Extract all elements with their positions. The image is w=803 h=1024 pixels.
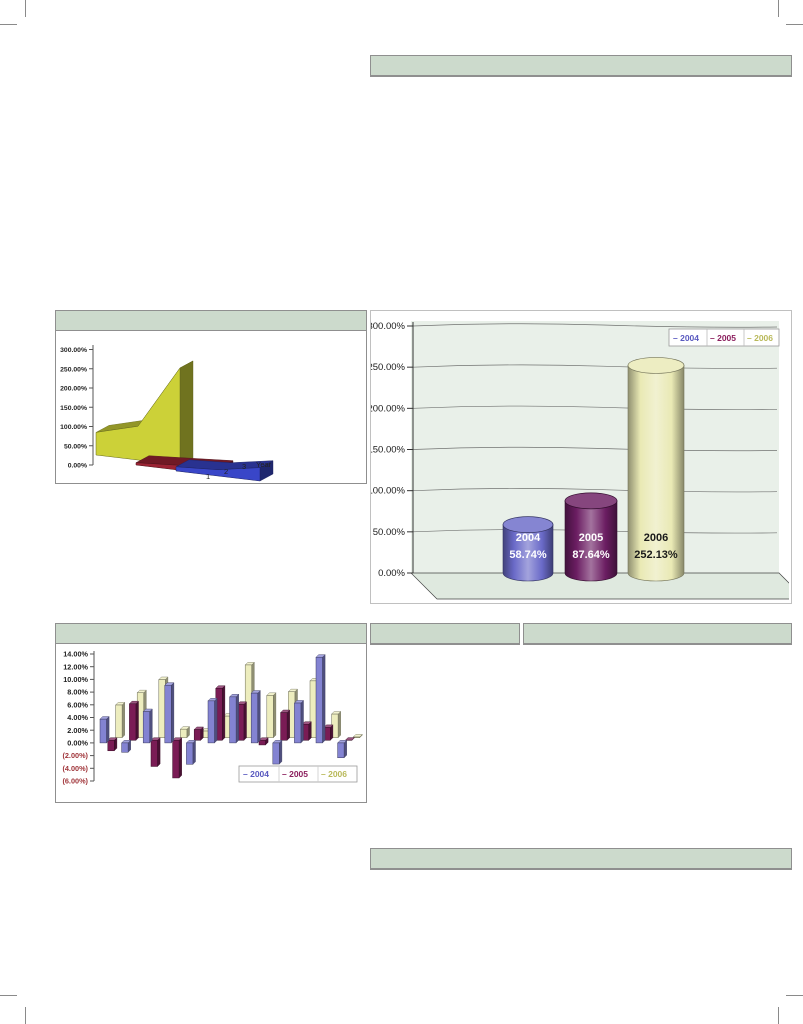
cumulative-annual-chart: [371, 311, 789, 601]
svg-text:100.00%: 100.00%: [371, 485, 405, 497]
svg-text:250.00%: 250.00%: [60, 366, 87, 374]
svg-text:(2.00%): (2.00%): [62, 751, 88, 761]
benchmarks-chart-panel: [55, 310, 367, 484]
svg-text:250.00%: 250.00%: [371, 362, 405, 374]
svg-text:0.00%: 0.00%: [67, 738, 88, 748]
svg-text:– 2006: – 2006: [747, 333, 773, 343]
drawdowns-table: [370, 848, 792, 870]
benchmarks-chart-title: [56, 311, 366, 331]
svg-text:14.00%: 14.00%: [63, 649, 88, 659]
svg-text:– 2004: – 2004: [243, 769, 269, 779]
svg-text:4.00%: 4.00%: [67, 713, 88, 723]
svg-text:2.00%: 2.00%: [67, 725, 88, 735]
svg-text:6.00%: 6.00%: [67, 700, 88, 710]
svg-text:200.00%: 200.00%: [60, 385, 87, 393]
svg-text:2005: 2005: [578, 532, 604, 544]
svg-text:0.00%: 0.00%: [378, 568, 405, 579]
svg-text:2: 2: [224, 467, 229, 476]
svg-text:2006: 2006: [643, 532, 669, 544]
svg-text:0.00%: 0.00%: [67, 462, 87, 470]
general-info-table: [370, 55, 792, 77]
svg-text:300.00%: 300.00%: [60, 347, 87, 354]
svg-text:50.00%: 50.00%: [63, 443, 87, 451]
crop-mark: [778, 0, 779, 17]
performance-stats-table: [370, 623, 520, 645]
svg-text:10.00%: 10.00%: [63, 675, 88, 684]
svg-text:200.00%: 200.00%: [371, 403, 405, 415]
crop-mark: [25, 1007, 26, 1024]
general-info-title: [371, 56, 791, 76]
svg-text:– 2005: – 2005: [710, 333, 736, 343]
svg-text:(6.00%): (6.00%): [62, 776, 88, 786]
monthly-performance-chart: [56, 644, 364, 801]
crop-mark: [786, 995, 803, 996]
cumulative-annual-table: [523, 623, 792, 645]
drawdowns-title: [371, 849, 791, 869]
svg-text:58.74%: 58.74%: [509, 549, 547, 561]
svg-text:252.13%: 252.13%: [634, 549, 678, 561]
cumulative-annual-title: [524, 624, 791, 644]
crop-mark: [786, 24, 803, 25]
svg-text:300.00%: 300.00%: [371, 321, 405, 332]
svg-text:– 2004: – 2004: [673, 333, 699, 343]
crop-mark: [0, 24, 17, 25]
svg-text:150.00%: 150.00%: [60, 404, 87, 412]
crop-mark: [25, 0, 26, 17]
benchmarks-chart: [56, 331, 364, 482]
crop-mark: [778, 1007, 779, 1024]
svg-text:100.00%: 100.00%: [60, 424, 87, 431]
crop-mark: [0, 995, 17, 996]
svg-text:– 2006: – 2006: [321, 769, 347, 779]
svg-text:12.00%: 12.00%: [63, 662, 88, 672]
svg-text:87.64%: 87.64%: [572, 549, 610, 561]
svg-text:150.00%: 150.00%: [371, 444, 405, 456]
monthly-chart-title: [56, 624, 366, 644]
svg-text:3: 3: [242, 462, 247, 471]
svg-text:2004: 2004: [515, 532, 541, 544]
svg-text:1: 1: [206, 472, 211, 481]
svg-text:(4.00%): (4.00%): [62, 763, 88, 773]
svg-text:Year: Year: [256, 460, 272, 469]
svg-text:50.00%: 50.00%: [372, 526, 405, 538]
svg-text:8.00%: 8.00%: [67, 687, 88, 697]
svg-text:– 2005: – 2005: [282, 769, 308, 779]
cumulative-chart-panel: [370, 310, 792, 604]
performance-stats-title: [371, 624, 519, 644]
monthly-chart-panel: [55, 623, 367, 803]
